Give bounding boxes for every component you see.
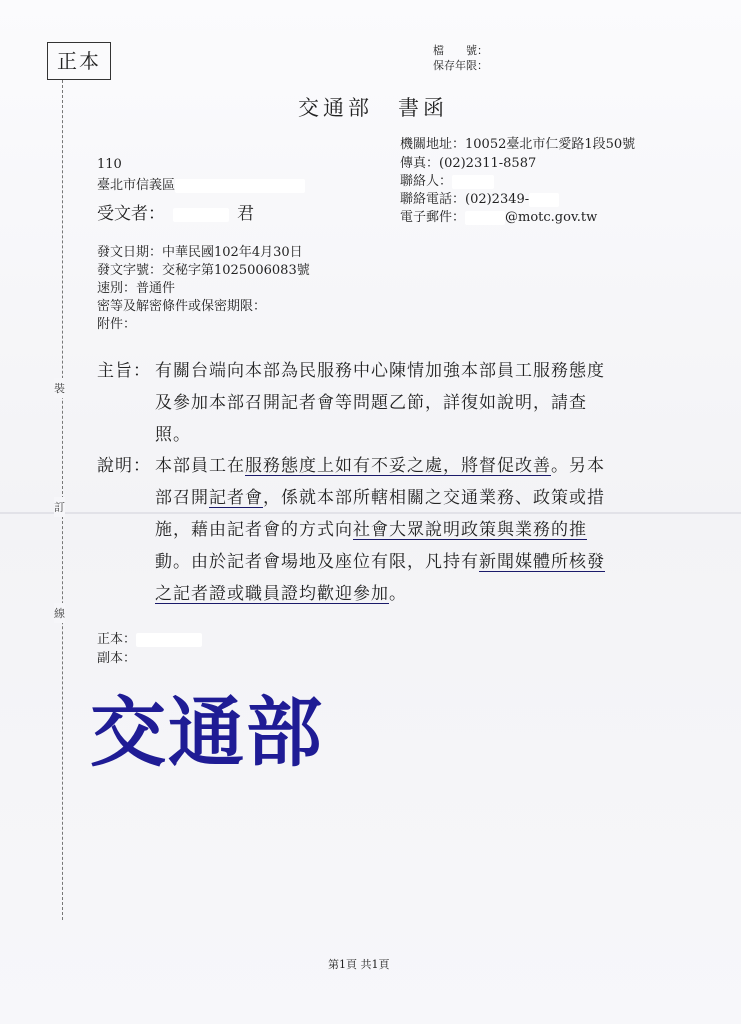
redaction-mark [173,208,229,222]
redaction-mark [175,179,305,193]
original-recipients [97,628,202,647]
agency-address: 機關地址：10052臺北市仁愛路1段50號 [400,137,636,152]
explanation-label: 說明： [97,456,151,476]
binding-mark: 訂 [54,497,65,517]
binding-mark: 裝 [54,378,65,398]
redaction-mark [136,633,202,647]
agency-phone [400,188,559,207]
subject-line-2: 及參加本部召開記者會等問題乙節，詳復如說明，請查 [155,393,587,413]
explanation-line-2 [155,482,605,514]
redaction-mark [452,175,494,189]
email-label: 電子郵件： [400,210,466,225]
document-title: 交通部 書函 [298,96,448,120]
retention-period-label: 保存年限： [433,59,488,72]
agency-email [400,206,597,225]
underlined-text: 記者會 [209,488,263,508]
explanation-line-1 [155,450,605,482]
issue-number: 發文字號：交秘字第1025006083號 [97,263,310,278]
recipient-address [97,174,305,193]
redaction-mark [529,193,559,207]
recipient-suffix: 君 [237,204,254,224]
page-number: 第1頁 共1頁 [328,958,390,971]
secrecy-level: 密等及解密條件或保密期限： [97,299,267,314]
agency-fax: 傳真：(02)2311-8587 [400,156,537,171]
recipient-postal-code: 110 [97,157,122,172]
binding-mark: 線 [54,603,65,623]
attachments: 附件： [97,317,137,332]
text-segment: ，係就本部所轄相關之交通業務、政策或措 [263,488,605,508]
text-segment: 本部員工在 [155,456,245,476]
agency-contact [400,170,494,189]
underlined-text: 之記者證或職員證均歡迎參加 [155,584,389,604]
text-segment: 。 [389,584,407,604]
issue-date: 發文日期：中華民國102年4月30日 [97,245,303,260]
contact-label: 聯絡人： [400,174,453,189]
underlined-text: 社會大眾說明政策與業務的推 [353,520,587,540]
subject-label: 主旨： [97,361,151,381]
text-segment: 。另本 [551,456,605,476]
recipient-label: 受文者： [97,204,165,224]
underlined-text: 服務態度上如有不妥之處，將督促改善 [245,456,551,476]
email-domain: @motc.gov.tw [505,210,598,225]
subject-line-1: 有關台端向本部為民服務中心陳情加強本部員工服務態度 [155,361,605,381]
recipient-city: 臺北市信義區 [97,178,176,193]
subject-line-3: 照。 [155,425,191,445]
underlined-text: 新聞媒體所核發 [479,552,605,572]
explanation-line-3 [155,514,587,546]
original-copy-stamp: 正本 [47,42,111,80]
text-segment: 部召開 [155,488,209,508]
delivery-speed: 速別：普通件 [97,281,176,296]
text-segment: 施，藉由記者會的方式向 [155,520,353,540]
original-label: 正本： [97,632,137,647]
recipient-line [97,199,254,224]
copy-recipients: 副本： [97,651,137,666]
redaction-mark [465,211,505,225]
phone-label: 聯絡電話：(02)2349- [400,192,530,207]
ministry-seal: 交通部 [90,688,324,777]
explanation-line-4 [155,546,605,578]
explanation-line-5 [155,578,407,610]
file-number-label: 檔 號： [433,44,488,57]
text-segment: 動。由於記者會場地及座位有限，凡持有 [155,552,479,572]
